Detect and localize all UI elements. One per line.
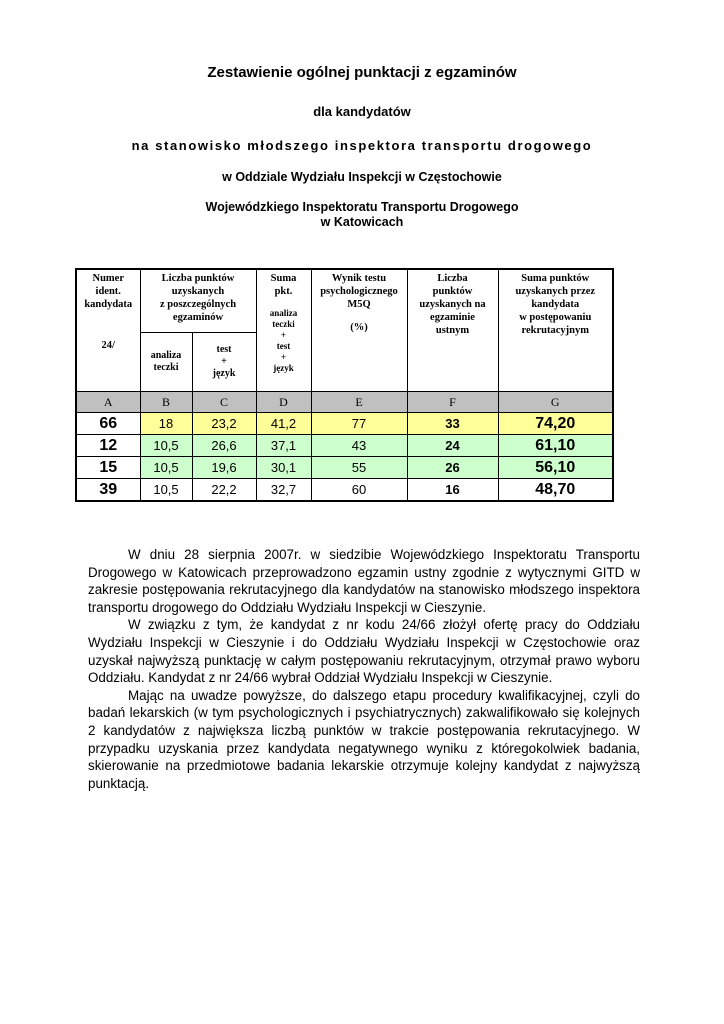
candidate-id: 39 [76, 479, 140, 502]
subtitle-candidates: dla kandydatów [313, 104, 411, 119]
table-row [76, 413, 613, 435]
header-test-language: test + język [192, 333, 256, 392]
document-title: Zestawienie ogólnej punktacji z egzaminów [207, 64, 517, 81]
cell-total: 74,20 [498, 413, 613, 435]
results-table [75, 268, 614, 502]
header-candidate-id: Numer ident. kandydata 24/ [76, 269, 140, 392]
cell-psych-test: 55 [311, 457, 407, 479]
cell-file-analysis: 10,5 [140, 457, 192, 479]
cell-sum: 37,1 [256, 435, 311, 457]
column-letter: D [256, 392, 311, 413]
candidate-id: 15 [76, 457, 140, 479]
paragraph-branch-choice: W związku z tym, że kandydat z nr kodu 24/66 złożył ofertę pracy do Oddziału Wydziału Inspekcji w Cieszynie i do Oddziału Wydziału Inspekcji w Częstochowie oraz uzyskał najwyższą punktację w całym postępowaniu rekrutacyjnym, otrzymał prawo wyboru Oddziału. Kandydat z nr 24/66 wybrał Oddział Wydziału Inspekcji w Cieszynie. [88, 617, 640, 686]
cell-total: 48,70 [498, 479, 613, 502]
table-row [76, 457, 613, 479]
candidate-id: 66 [76, 413, 140, 435]
inspectorate-line-1: Wojewódzkiego Inspektoratu Transportu Drogowego [205, 200, 519, 214]
cell-sum: 30,1 [256, 457, 311, 479]
cell-file-analysis: 10,5 [140, 479, 192, 502]
cell-psych-test: 77 [311, 413, 407, 435]
table-header-row [76, 269, 613, 333]
cell-test-language: 23,2 [192, 413, 256, 435]
inspectorate-line-2: w Katowicach [320, 215, 404, 229]
cell-test-language: 22,2 [192, 479, 256, 502]
cell-file-analysis: 18 [140, 413, 192, 435]
header-psych-test: Wynik testu psychologicznego M5Q (%) [311, 269, 407, 392]
subtitle-inspectorate [0, 200, 724, 230]
cell-total: 56,10 [498, 457, 613, 479]
cell-oral-exam: 16 [407, 479, 498, 502]
column-letter: B [140, 392, 192, 413]
column-letters-row [76, 392, 613, 413]
candidate-id: 12 [76, 435, 140, 457]
header-total-points: Suma punktów uzyskanych przez kandydata w postępowaniu rekrutacyjnym [498, 269, 613, 392]
subtitle-position: na stanowisko młodszego inspektora transportu drogowego [131, 138, 593, 153]
cell-sum: 32,7 [256, 479, 311, 502]
table-row [76, 479, 613, 502]
header-exam-points: Liczba punktów uzyskanych z poszczególnych egzaminów [140, 269, 256, 333]
column-letter: A [76, 392, 140, 413]
column-letter: E [311, 392, 407, 413]
paragraph-oral-exam: W dniu 28 sierpnia 2007r. w siedzibie Wojewódzkiego Inspektoratu Transportu Drogowego w Katowicach przeprowadzono egzamin ustny zgodnie z wytycznymi GITD w zakresie postępowania rekrutacyjnego dla kandydatów na stanowisko młodszego inspektora transportu drogowego do Oddziału Wydziału Inspekcji w Cieszynie. [88, 547, 640, 615]
header-sum-points: Suma pkt. analiza teczki + test + język [256, 269, 311, 392]
cell-oral-exam: 26 [407, 457, 498, 479]
cell-oral-exam: 33 [407, 413, 498, 435]
table-row [76, 435, 613, 457]
cell-total: 61,10 [498, 435, 613, 457]
paragraph-medical-exams: Mając na uwadze powyższe, do dalszego etapu procedury kwalifikacyjnej, czyli do badań lekarskich (w tym psychologicznych i psychiatrycznych) zakwalifikowało się kolejnych 2 kandydatów z największa liczbą punktów w trakcie postępowania rekrutacyjnego. W przypadku uzyskania przez kandydata negatywnego wyniku z któregokolwiek badania, skierowanie na przedmiotowe badania lekarskie otrzymuje kolejny kandydat z najwyższą punktacją. [88, 687, 640, 791]
cell-test-language: 19,6 [192, 457, 256, 479]
cell-oral-exam: 24 [407, 435, 498, 457]
column-letter: C [192, 392, 256, 413]
body-text [88, 546, 640, 792]
cell-file-analysis: 10,5 [140, 435, 192, 457]
cell-psych-test: 43 [311, 435, 407, 457]
cell-sum: 41,2 [256, 413, 311, 435]
subtitle-branch: w Oddziale Wydziału Inspekcji w Częstochowie [222, 170, 502, 184]
cell-psych-test: 60 [311, 479, 407, 502]
column-letter: F [407, 392, 498, 413]
cell-test-language: 26,6 [192, 435, 256, 457]
header-file-analysis: analiza teczki [140, 333, 192, 392]
column-letter: G [498, 392, 613, 413]
header-oral-exam: Liczba punktów uzyskanych na egzaminie ustnym [407, 269, 498, 392]
